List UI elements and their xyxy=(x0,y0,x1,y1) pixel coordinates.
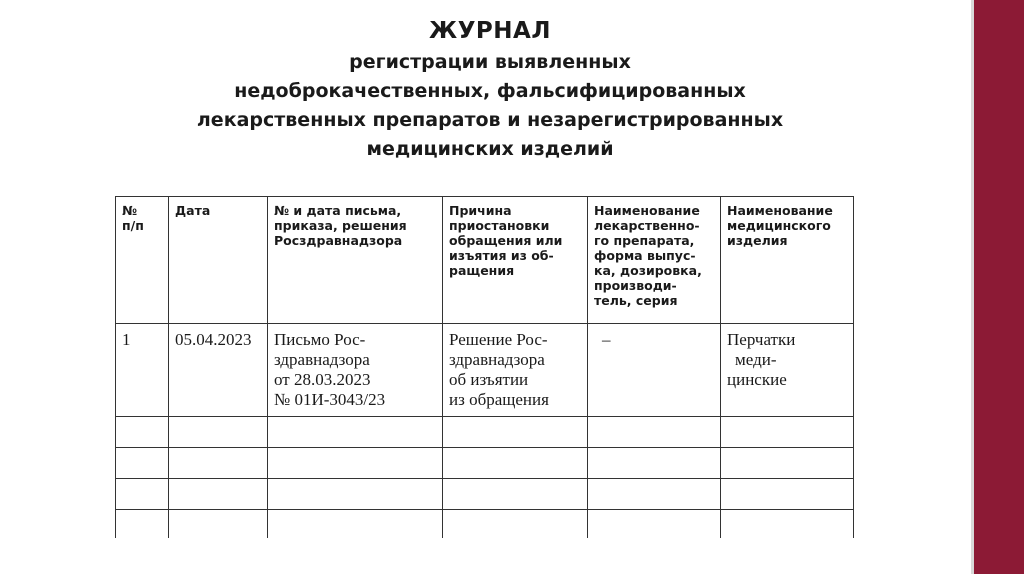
header-line: производи- xyxy=(594,278,677,293)
cell-letter xyxy=(268,324,443,417)
empty-cell xyxy=(588,479,721,510)
cell-date xyxy=(169,324,268,417)
cell-line: из обращения xyxy=(449,390,549,409)
cell-line: – xyxy=(602,330,611,349)
header-line: Наименование xyxy=(727,203,833,218)
header-line: Наименование xyxy=(594,203,700,218)
empty-cell xyxy=(268,417,443,448)
cell-line: Решение Рос- xyxy=(449,330,548,349)
header-line: форма выпус- xyxy=(594,248,696,263)
cell-device-name xyxy=(721,324,854,417)
cell-line: от 28.03.2023 xyxy=(274,370,371,389)
empty-cell xyxy=(268,448,443,479)
cell-drug-name xyxy=(588,324,721,417)
header-line: изделия xyxy=(727,233,788,248)
header-line: медицинского xyxy=(727,218,831,233)
header-line: ка, дозировка, xyxy=(594,263,702,278)
cell-line: № 01И-3043/23 xyxy=(274,390,386,409)
cell-line: об изъятии xyxy=(449,370,529,389)
empty-cell xyxy=(443,448,588,479)
journal-subtitle-line-3: лекарственных препаратов и незарегистрированных xyxy=(196,109,784,131)
empty-cell xyxy=(169,479,268,510)
slide-accent-bar xyxy=(974,0,1024,574)
journal-subtitle-line-2: недоброкачественных, фальсифицированных xyxy=(234,80,746,102)
header-line: приостановки xyxy=(449,218,550,233)
cell-line: здравнадзора xyxy=(274,350,370,369)
header-line: Дата xyxy=(175,203,211,218)
journal-table xyxy=(115,196,854,538)
header-line: № и дата письма, xyxy=(274,203,402,218)
header-line: приказа, решения xyxy=(274,218,407,233)
empty-cell xyxy=(116,510,169,539)
cell-line: здравнадзора xyxy=(449,350,545,369)
header-line: Причина xyxy=(449,203,512,218)
header-line: № xyxy=(122,203,138,218)
empty-cell xyxy=(116,417,169,448)
empty-cell xyxy=(116,448,169,479)
header-cell-reason xyxy=(443,197,588,324)
journal-title: ЖУРНАЛ xyxy=(429,18,551,44)
empty-cell xyxy=(721,417,854,448)
header-cell-letter xyxy=(268,197,443,324)
table-header-row xyxy=(116,197,854,324)
header-cell-device-name xyxy=(721,197,854,324)
empty-cell xyxy=(169,510,268,539)
cell-line: 1 xyxy=(122,330,131,349)
empty-table-row xyxy=(116,417,854,448)
header-line: обращения или xyxy=(449,233,563,248)
header-line: тель, серия xyxy=(594,293,678,308)
cell-line: Письмо Рос- xyxy=(274,330,366,349)
header-cell-drug-name xyxy=(588,197,721,324)
header-line: Росздравнадзора xyxy=(274,233,403,248)
empty-cell xyxy=(721,510,854,539)
cell-reason xyxy=(443,324,588,417)
empty-cell xyxy=(588,417,721,448)
empty-cell xyxy=(268,479,443,510)
cell-line: меди- xyxy=(735,350,777,369)
empty-cell xyxy=(443,479,588,510)
cell-line: 05.04.2023 xyxy=(175,330,252,349)
empty-cell xyxy=(268,510,443,539)
journal-subtitle-line-1: регистрации выявленных xyxy=(349,51,631,73)
empty-cell xyxy=(169,417,268,448)
table-row xyxy=(116,324,854,417)
journal-title-block xyxy=(100,14,880,164)
empty-table-row xyxy=(116,448,854,479)
header-cell-date xyxy=(169,197,268,324)
empty-cell xyxy=(443,417,588,448)
cell-number xyxy=(116,324,169,417)
empty-cell xyxy=(443,510,588,539)
header-cell-number xyxy=(116,197,169,324)
empty-cell xyxy=(721,448,854,479)
cell-line: Перчатки xyxy=(727,330,796,349)
empty-cell xyxy=(169,448,268,479)
empty-cell xyxy=(721,479,854,510)
header-line: го препарата, xyxy=(594,233,695,248)
cell-line: цинские xyxy=(727,370,787,389)
journal-subtitle-line-4: медицинских изделий xyxy=(366,138,614,160)
header-line: изъятия из об- xyxy=(449,248,554,263)
empty-cell xyxy=(588,510,721,539)
empty-table-row xyxy=(116,510,854,539)
empty-cell xyxy=(588,448,721,479)
empty-cell xyxy=(116,479,169,510)
header-line: п/п xyxy=(122,218,144,233)
empty-table-row xyxy=(116,479,854,510)
header-line: лекарственно- xyxy=(594,218,700,233)
header-line: ращения xyxy=(449,263,515,278)
